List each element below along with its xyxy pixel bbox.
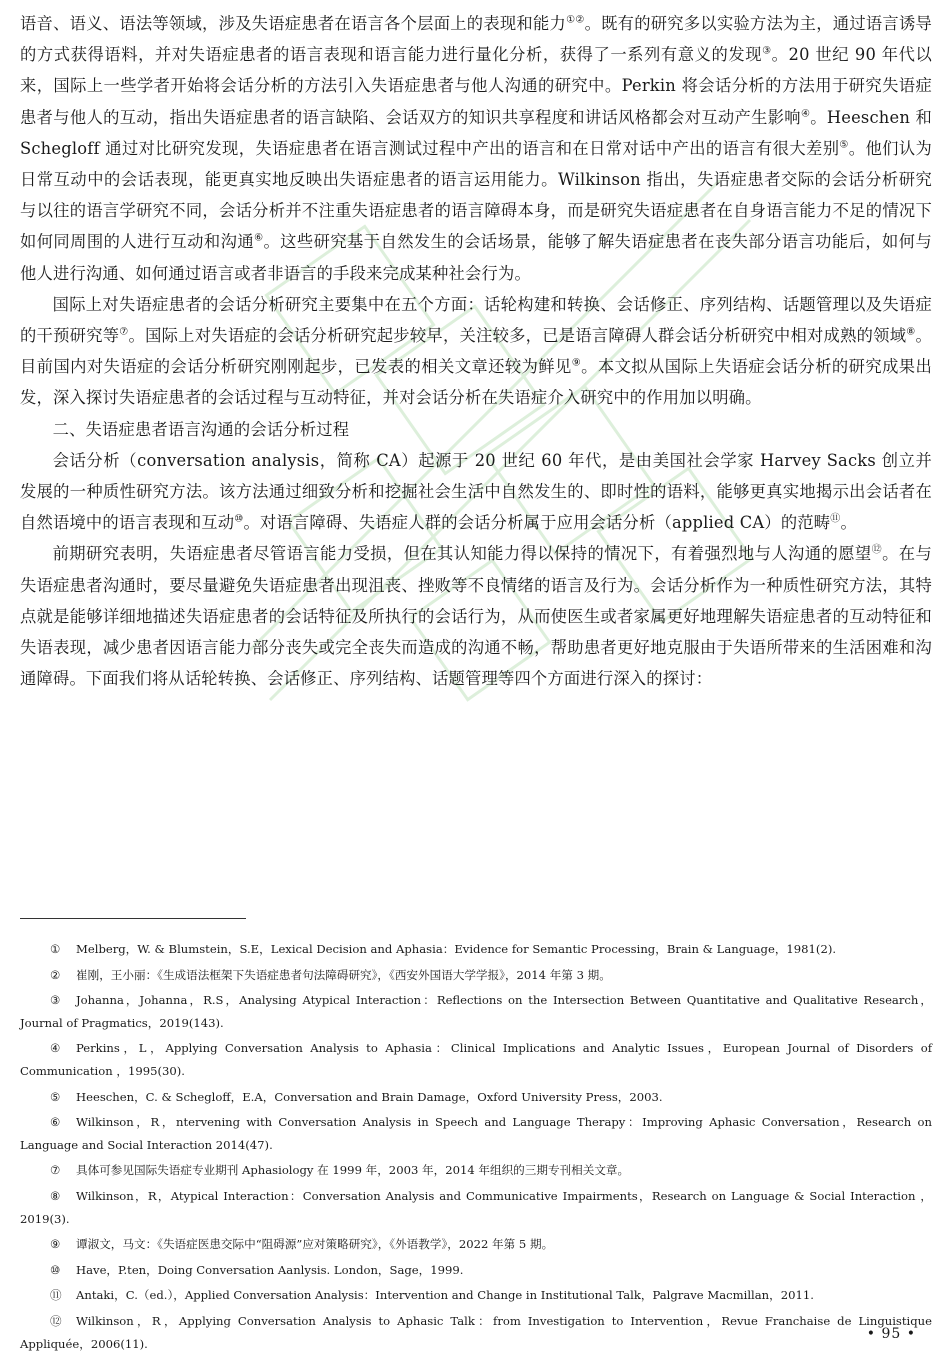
paragraph-research-focus xyxy=(20,289,932,414)
footnote-ref[interactable]: ⑫ xyxy=(871,545,883,557)
footnote-text: Wilkinson，R，ntervening with Conversation Analysis in Speech and Language Therapy：Improving Aphasic Conversation，Research on Language and Social Interaction 2014(47). xyxy=(20,1115,932,1152)
footnote-ref[interactable]: ⑦ xyxy=(119,326,129,338)
footnote-ref[interactable]: ⑨ xyxy=(571,357,582,369)
footnote-item xyxy=(20,1111,932,1156)
footnote-text: Antaki，C.（ed.），Applied Conversation Analysis：Intervention and Change in Institutional Talk，Palgrave Macmillan，2011. xyxy=(76,1288,814,1303)
footnote-number: ④ xyxy=(50,1041,61,1056)
paragraph-prior-research xyxy=(20,538,932,694)
footnote-ref[interactable]: ⑪ xyxy=(830,513,841,525)
footnote-text: Perkins，L，Applying Conversation Analysis to Aphasia：Clinical Implications and Analytic Issues，European Journal of Disorders of Communication ，1995(30). xyxy=(20,1041,932,1078)
footnote-item xyxy=(20,1284,932,1307)
text-run: 。20 世纪 90 年代以来，国际上一些学者开始将会话分析的方法引入失语症患者与他人沟通的研究中。Perkin 将会话分析的方法用于研究失语症患者与他人的互动，指出失语症患者的语言缺陷、会话双方的知识共享程度和讲话风格都会对互动产生影响 xyxy=(20,45,932,127)
text-run: 。在与失语症患者沟通时，要尽量避免失语症患者出现沮丧、挫败等不良情绪的语言及行为。会话分析作为一种质性研究方法，其特点就是能够详细地描述失语症患者的会话特征及所执行的会话行为，从而使医生或者家属更好地理解失语症患者的互动特征和失语表现，减少患者因语言能力部分丧失或完全丧失而造成的沟通不畅，帮助患者更好地克服由于失语所带来的生活困难和沟通障碍。下面我们将从话轮转换、会话修正、序列结构、话题管理等四个方面进行深入的探讨： xyxy=(20,544,932,689)
footnote-text: Wilkinson，R，Atypical Interaction：Conversation Analysis and Communicative Impairments，Research on Language & Social Interaction ，2019(3). xyxy=(20,1188,932,1226)
paragraph-continuation xyxy=(20,8,932,289)
footnote-item xyxy=(20,1310,932,1355)
text-run: 会话分析（conversation analysis，简称 CA）起源于 20 世纪 60 年代，是由美国社会学家 Harvey Sacks 创立并发展的一种质性研究方法。该方法通过细致分析和挖掘社会生活中自然发生的、即时性的语料，能够更真实地揭示出会话者在自然语境中的语言表现和互动 xyxy=(20,450,932,533)
footnote-text: Wilkinson，R，Applying Conversation Analysis to Aphasic Talk：from Investigation to Intervention，Revue Franchaise de Linguistique Appliquée，2006(11). xyxy=(20,1313,932,1351)
text-run: 。这些研究基于自然发生的会话场景，能够了解失语症患者在丧失部分语言功能后，如何与他人进行沟通、如何通过语言或者非语言的手段来完成某种社会行为。 xyxy=(20,232,932,283)
footnote-number: ⑧ xyxy=(50,1188,61,1203)
footnote-number: ① xyxy=(50,942,61,956)
text-run: 。他们认为日常互动中的会话表现，能更真实地反映出失语症患者的语言运用能力。Wilkinson 指出，失语症患者交际的会话分析研究与以往的语言学研究不同，会话分析并不注重失语症患者的语言障碍本身，而是研究失语症患者在自身语言能力不足的情况下如何同周围的人进行互动和沟通 xyxy=(20,138,932,252)
page-number: • 95 • xyxy=(866,1326,916,1342)
footnote-text: Melberg，W. & Blumstein，S.E，Lexical Decision and Aphasia：Evidence for Semantic Processing，Brain & Language，1981(2). xyxy=(76,942,837,956)
footnote-ref[interactable]: ①② xyxy=(566,14,585,26)
footnote-number: ⑤ xyxy=(50,1089,61,1104)
footnote-number: ⑨ xyxy=(50,1237,61,1252)
text-run: 。国际上对失语症的会话分析研究起步较早，关注较多，已是语言障碍人群会话分析研究中相对成熟的领域 xyxy=(128,326,907,346)
footnote-ref[interactable]: ⑩ xyxy=(234,513,244,525)
footnote-number: ⑫ xyxy=(50,1313,62,1328)
section-heading xyxy=(20,414,932,445)
footnote-item xyxy=(20,1159,932,1182)
footnote-number: ⑪ xyxy=(50,1288,62,1303)
footnote-text: 具体可参见国际失语症专业期刊 Aphasiology 在 1999 年，2003 年，2014 年组织的三期专刊相关文章。 xyxy=(76,1163,630,1178)
body-text xyxy=(20,8,932,694)
footnotes xyxy=(20,938,932,1358)
text-run: 语音、语义、语法等领域，涉及失语症患者在语言各个层面上的表现和能力 xyxy=(20,14,567,33)
footnote-item xyxy=(20,1185,932,1230)
footnote-number: ⑥ xyxy=(50,1115,61,1130)
footnote-text: Johanna，Johanna，R.S，Analysing Atypical Interaction：Reflections on the Intersection Between Quantitative and Qualitative Research，Journal of Pragmatics，2019(143). xyxy=(20,993,932,1030)
paragraph-ca-definition xyxy=(20,445,932,539)
footnote-item xyxy=(20,1259,932,1282)
footnote-item xyxy=(20,1037,932,1082)
footnote-item xyxy=(20,1233,932,1256)
footnote-number: ③ xyxy=(50,993,61,1008)
text-run: 。本文拟从国际上失语症会话分析的研究成果出发，深入探讨失语症患者的会话过程与互动特征，并对会话分析在失语症介入研究中的作用加以明确。 xyxy=(20,357,933,408)
footnote-ref[interactable]: ⑤ xyxy=(839,139,849,151)
footnote-text: Heeschen，C. & Schegloff，E.A，Conversation and Brain Damage，Oxford University Press，2003. xyxy=(76,1089,663,1104)
footnote-text: Have，P.ten，Doing Conversation Aanlysis. London，Sage，1999. xyxy=(76,1262,464,1277)
footnote-ref[interactable]: ⑧ xyxy=(906,326,916,338)
text-run: 。 xyxy=(840,513,857,533)
footnote-ref[interactable]: ③ xyxy=(762,45,772,57)
footnote-divider xyxy=(20,918,246,919)
footnote-item xyxy=(20,989,932,1034)
footnote-number: ② xyxy=(50,967,61,982)
text-run: 。既有的研究多以实验方法为主，通过语言诱导的方式获得语料，并对失语症患者的语言表现和语言能力进行量化分析，获得了一系列有意义的发现 xyxy=(20,14,933,65)
footnote-text: 崔刚，王小丽：《生成语法框架下失语症患者句法障碍研究》，《西安外国语大学学报》，2014 年第 3 期。 xyxy=(76,967,611,982)
text-run: 国际上对失语症患者的会话分析研究主要集中在五个方面：话轮构建和转换、会话修正、序列结构、话题管理以及失语症的干预研究等 xyxy=(20,294,932,346)
text-run: 前期研究表明，失语症患者尽管语言能力受损，但在其认知能力得以保持的情况下，有着强烈地与人沟通的愿望 xyxy=(52,544,872,564)
text-run: 二、失语症患者语言沟通的会话分析过程 xyxy=(52,419,350,439)
text-run: 。对语言障碍、失语症人群的会话分析属于应用会话分析（applied CA）的范畴 xyxy=(243,513,831,533)
footnote-item xyxy=(20,1086,932,1109)
footnote-item xyxy=(20,964,932,987)
footnote-number: ⑩ xyxy=(50,1262,61,1277)
footnote-number: ⑦ xyxy=(50,1163,61,1178)
footnote-ref[interactable]: ④ xyxy=(800,108,811,120)
footnote-text: 谭淑文，马文：《失语症医患交际中“阻碍源”应对策略研究》，《外语教学》，2022 年第 5 期。 xyxy=(76,1237,554,1252)
footnote-item xyxy=(20,938,932,961)
text-run: 。目前国内对失语症的会话分析研究刚刚起步，已发表的相关文章还较为鲜见 xyxy=(20,326,932,377)
footnote-ref[interactable]: ⑥ xyxy=(254,233,264,244)
text-run: 。Heeschen 和 Schegloff 通过对比研究发现，失语症患者在语言测试过程中产出的语言和在日常对话中产出的语言有很大差别 xyxy=(20,107,933,158)
